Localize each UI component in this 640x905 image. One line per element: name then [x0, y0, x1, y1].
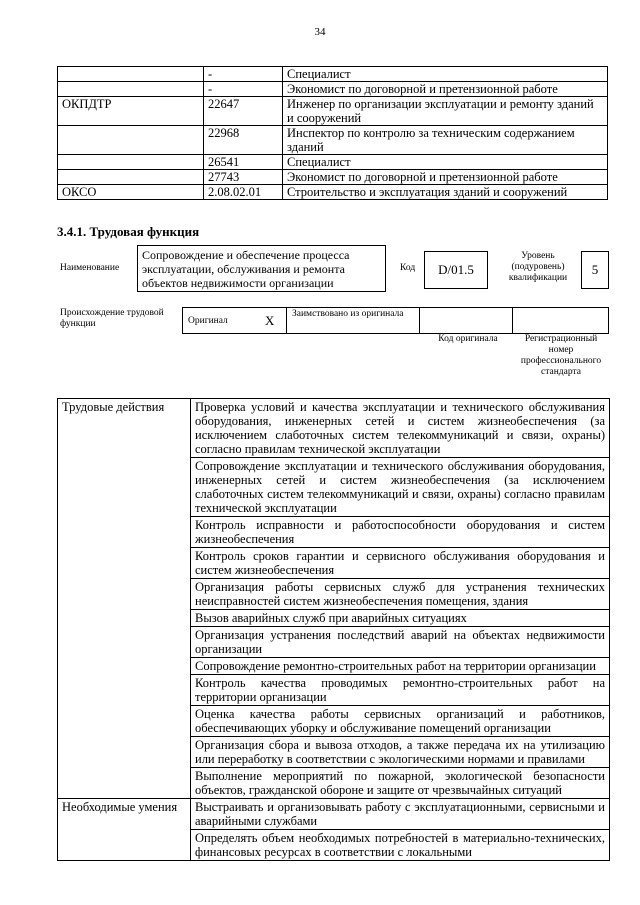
classification-cell-col2: 27743	[204, 170, 283, 185]
function-name-box: Сопровождение и обеспечение процесса эксплуатации, обслуживания и ремонта объектов недвижимости организации	[137, 245, 386, 292]
function-table	[57, 398, 610, 861]
labor-action-item: Оценка качества работы сервисных организаций и работников, обеспечивающих уборку и обслуживание помещений организации	[191, 706, 610, 737]
borrowed-cell	[286, 307, 420, 334]
code-original-label: Код оригинала	[438, 334, 498, 344]
classification-cell-col2: 2.08.02.01	[204, 185, 283, 200]
classification-cell-col2: 26541	[204, 155, 283, 170]
borrowed-label: Заимствовано из оригинала	[292, 309, 404, 319]
classification-cell-col2: 22647	[204, 97, 283, 126]
classification-table	[57, 66, 608, 200]
labor-action-item: Вызов аварийных служб при аварийных ситуациях	[191, 610, 610, 627]
classification-cell-col1	[58, 155, 204, 170]
classification-row	[58, 185, 608, 200]
classification-cell-col2: 22968	[204, 126, 283, 155]
classification-cell-col1	[58, 67, 204, 82]
labor-action-item: Организация устранения последствий аварий на объектах недвижимости организации	[191, 627, 610, 658]
classification-cell-col3: Строительство и эксплуатация зданий и сооружений	[283, 185, 608, 200]
labor-action-row	[58, 399, 610, 458]
classification-cell-col2: -	[204, 67, 283, 82]
classification-cell-col3: Инспектор по контролю за техническим содержанием зданий	[283, 126, 608, 155]
labor-action-item: Сопровождение ремонтно-строительных работ на территории организации	[191, 658, 610, 675]
reg-number-label: Регистрационный номер профессионального стандарта	[520, 334, 602, 377]
labor-action-item: Выполнение мероприятий по пожарной, экологической безопасности объектов, гражданской обороне и защите от чрезвычайных ситуаций	[191, 768, 610, 799]
original-cell	[182, 307, 287, 334]
original-label: Оригинал	[188, 316, 228, 326]
classification-cell-col3: Экономист по договорной и претензионной работе	[283, 82, 608, 97]
code-original-cell	[419, 307, 513, 334]
classification-cell-col2: -	[204, 82, 283, 97]
level-value-box: 5	[581, 251, 609, 289]
reg-number-cell	[512, 307, 609, 334]
labor-action-item: Сопровождение эксплуатации и технического обслуживания оборудования, инженерных сетей и систем жизнеобеспечения (за исключением слаботочных систем телекоммуникаций и связи, охраны) согласно правилам технической эксплуатации	[191, 458, 610, 517]
labor-action-label: Трудовые действия	[58, 399, 191, 799]
labor-action-item: Контроль сроков гарантии и сервисного обслуживания оборудования и систем жизнеобеспечения	[191, 548, 610, 579]
classification-cell-col3: Экономист по договорной и претензионной работе	[283, 170, 608, 185]
skill-row	[58, 799, 610, 830]
section-title: 3.4.1. Трудовая функция	[57, 224, 200, 239]
original-mark: X	[265, 313, 275, 328]
labor-action-item: Контроль качества проводимых ремонтно-строительных работ на территории организации	[191, 675, 610, 706]
code-label: Код	[400, 263, 416, 273]
skill-label: Необходимые умения	[58, 799, 191, 861]
classification-row	[58, 170, 608, 185]
name-label: Наименование	[60, 263, 120, 273]
labor-action-item: Организация работы сервисных служб для устранения технических неисправностей систем жизнеобеспечения помещения, здания	[191, 579, 610, 610]
classification-cell-col3: Специалист	[283, 67, 608, 82]
classification-row	[58, 126, 608, 155]
labor-action-item: Контроль исправности и работоспособности оборудования и систем жизнеобеспечения	[191, 517, 610, 548]
classification-cell-col1: ОКПДТР	[58, 97, 204, 126]
classification-row	[58, 82, 608, 97]
labor-action-item: Проверка условий и качества эксплуатации и технического обслуживания оборудования, инженерных сетей и систем жизнеобеспечения (за исключением слаботочных систем телекоммуникаций и связи, охраны) согласно правилам технической эксплуатации	[191, 399, 610, 458]
classification-cell-col1	[58, 82, 204, 97]
labor-action-item: Организация сбора и вывоза отходов, а также передача их на утилизацию или переработку в соответствии с экологическими нормами и правилами	[191, 737, 610, 768]
classification-cell-col3: Инженер по организации эксплуатации и ремонту зданий и сооружений	[283, 97, 608, 126]
classification-row	[58, 67, 608, 82]
origin-row	[182, 307, 609, 334]
classification-cell-col1	[58, 126, 204, 155]
origin-label: Происхождение трудовой функции	[60, 308, 164, 329]
skill-item: Выстраивать и организовывать работу с эксплуатационными, сервисными и аварийными службами	[191, 799, 610, 830]
classification-cell-col1	[58, 170, 204, 185]
level-label: Уровень (подуровень) квалификации	[508, 251, 568, 283]
skill-item: Определять объем необходимых потребностей в материально-технических, финансовых ресурсах в соответствии с локальными	[191, 830, 610, 861]
code-value-box: D/01.5	[424, 251, 488, 289]
classification-row	[58, 97, 608, 126]
classification-cell-col1: ОКСО	[58, 185, 204, 200]
classification-row	[58, 155, 608, 170]
classification-cell-col3: Специалист	[283, 155, 608, 170]
page-number: 34	[314, 26, 326, 38]
